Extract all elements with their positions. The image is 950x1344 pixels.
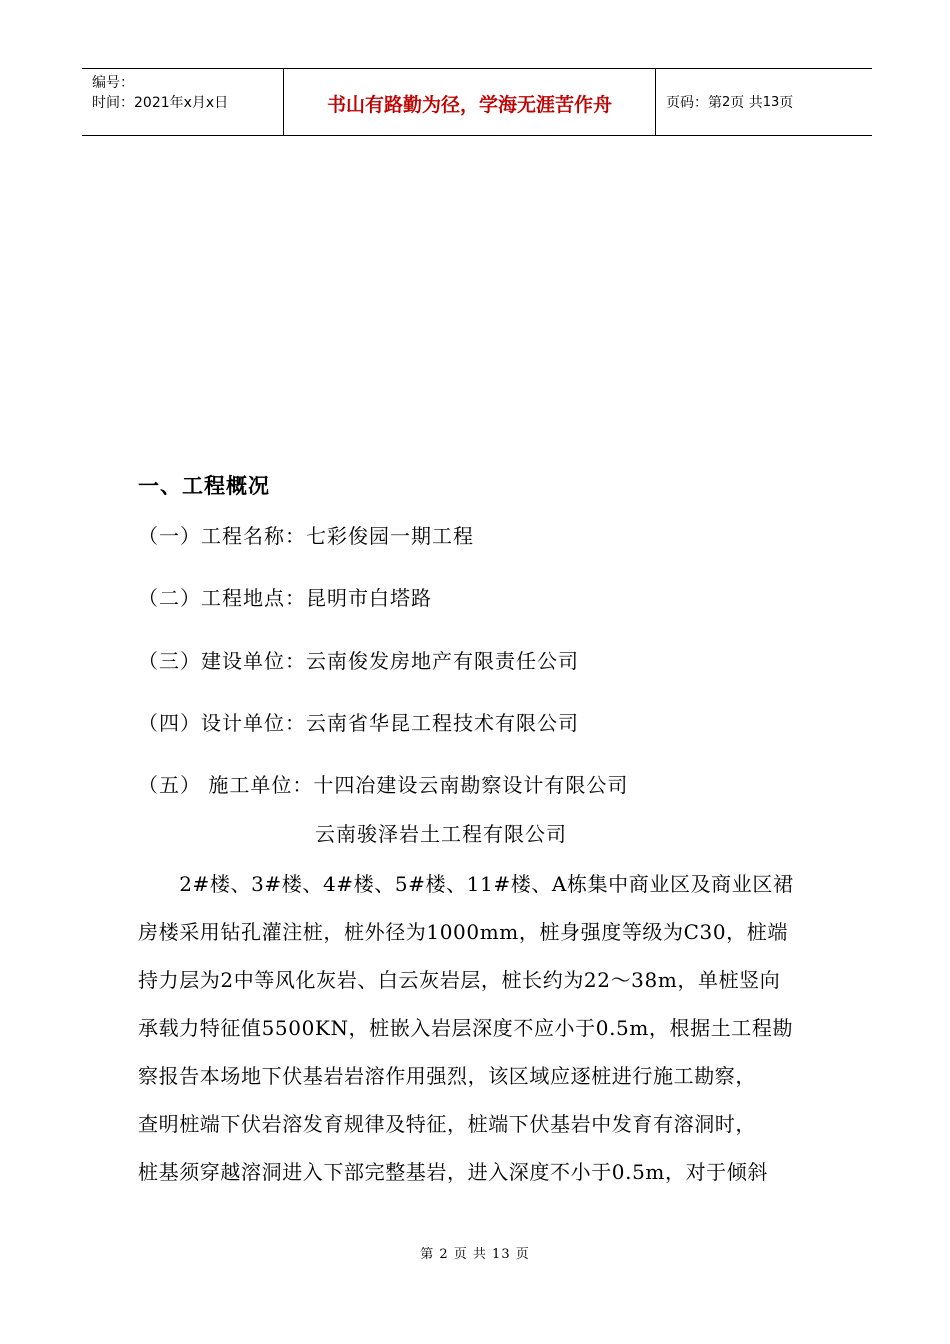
page-total: 13 — [762, 94, 780, 110]
page-current: 2 — [722, 94, 731, 110]
serial-label: 编号： — [92, 75, 134, 91]
page-mid: 页 共 — [730, 95, 763, 111]
page-prefix: 页码：第 — [666, 95, 722, 111]
header-meta — [82, 69, 284, 135]
paragraph-line: 2#楼、3#楼、4#楼、5#楼、11#楼、A栋集中商业区及商业区裙 — [138, 872, 794, 896]
page-footer: 第 2 页 共 13 页 — [420, 1247, 530, 1262]
time-label: 时间：2021年x月x日 — [92, 95, 229, 111]
info-item-owner: （三）建设单位：云南俊发房地产有限责任公司 — [138, 649, 579, 673]
header-motto: 书山有路勤为径，学海无涯苦作舟 — [284, 69, 656, 135]
section-title: 一、工程概况 — [138, 474, 270, 498]
info-item-location: （二）工程地点：昆明市白塔路 — [138, 586, 432, 610]
body-paragraph — [138, 860, 822, 1196]
paragraph-line: 承载力特征值5500KN，桩嵌入岩层深度不应小于0.5m，根据土工程勘 — [138, 1016, 794, 1040]
paragraph-line: 察报告本场地下伏基岩岩溶作用强烈，该区域应逐桩进行施工勘察， — [138, 1064, 756, 1088]
info-item-contractor-continuation: 云南骏泽岩土工程有限公司 — [315, 822, 567, 846]
info-item-name: （一）工程名称：七彩俊园一期工程 — [138, 524, 474, 548]
info-item-designer: （四）设计单位：云南省华昆工程技术有限公司 — [138, 711, 579, 735]
page-header — [82, 68, 872, 136]
page-suffix: 页 — [779, 95, 794, 111]
paragraph-line: 房楼采用钻孔灌注桩，桩外径为1000mm，桩身强度等级为C30，桩端 — [138, 920, 788, 944]
header-page-info — [656, 69, 872, 135]
paragraph-line: 桩基须穿越溶洞进入下部完整基岩，进入深度不小于0.5m，对于倾斜 — [138, 1160, 768, 1184]
paragraph-line: 查明桩端下伏岩溶发育规律及特征，桩端下伏基岩中发育有溶洞时， — [138, 1112, 756, 1136]
paragraph-line: 持力层为2中等风化灰岩、白云灰岩层，桩长约为22～38m，单桩竖向 — [138, 968, 781, 992]
info-item-contractor: （五） 施工单位：十四冶建设云南勘察设计有限公司 — [138, 773, 629, 797]
